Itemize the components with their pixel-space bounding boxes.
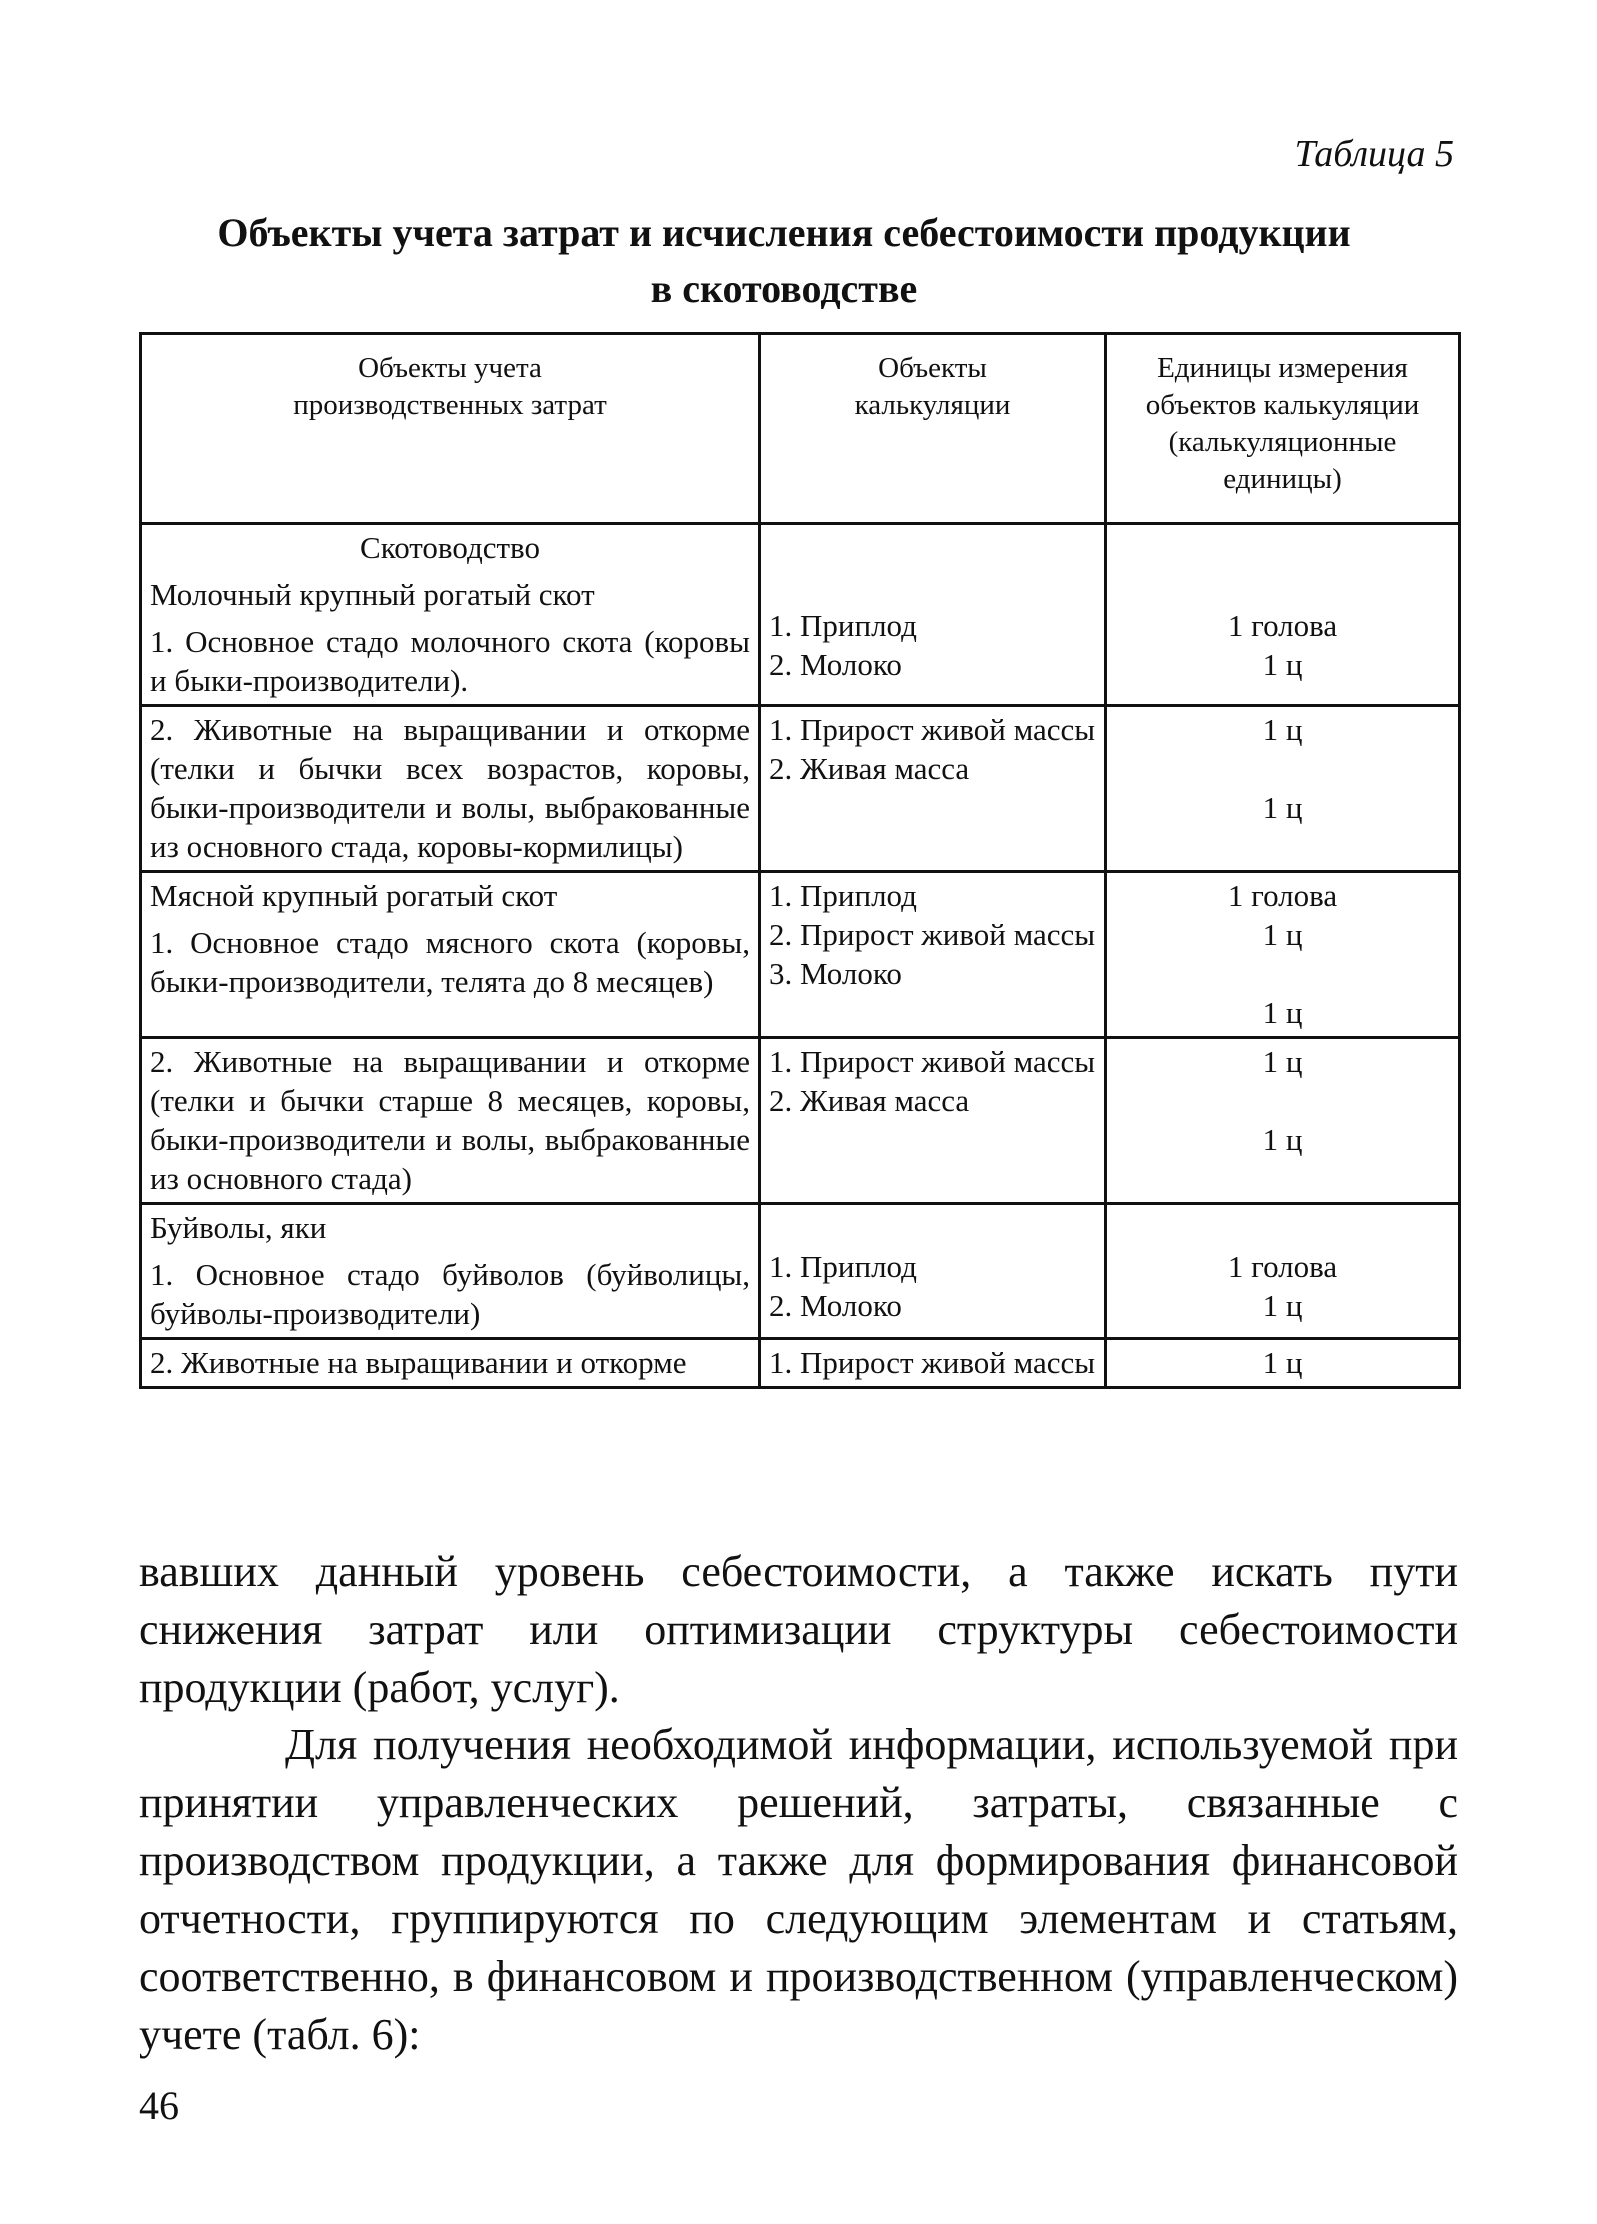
table-row (141, 524, 1460, 706)
object-text: 2. Животные на выращивании и откорме (телки и бычки старше 8 месяцев, коровы, быки-производители и волы, выбракованные из основного стада) (150, 1044, 750, 1196)
unit-cell (1106, 524, 1460, 706)
cost-object-cell (141, 872, 760, 1038)
calc-item: 1. Приплод (769, 878, 917, 913)
unit-item: 1 ц (1262, 1288, 1303, 1323)
object-text: 2. Животные на выращивании и откорме (телки и бычки всех возрастов, коровы, быки-производители и волы, выбракованные из основного стада, коровы-кормилицы) (150, 712, 750, 864)
paragraph-continuation: вавших данный уровень себестоимости, а также искать пути снижения затрат или оптимизации структуры себестоимости продукции (работ, услуг). (139, 1547, 1458, 1712)
header-calc-units (1106, 334, 1460, 524)
table-row (141, 1204, 1460, 1339)
group-label: Мясной крупный рогатый скот (150, 878, 558, 913)
cost-object-cell (141, 1204, 760, 1339)
unit-cell (1106, 872, 1460, 1038)
unit-item: 1 ц (1262, 790, 1303, 825)
unit-item: 1 голова (1227, 878, 1338, 913)
table-header-row (141, 334, 1460, 524)
calc-item: 1. Прирост живой массы (769, 1044, 1096, 1079)
header-text: Единицы измерения (1157, 352, 1408, 384)
table-row (141, 872, 1460, 1038)
calc-item: 3. Молоко (769, 956, 902, 991)
unit-cell (1106, 706, 1460, 872)
header-text: (калькуляционные (1168, 426, 1397, 458)
paragraph-main: Для получения необходимой информации, используемой при принятии управленческих решений, затраты, связанные с производством продукции, а также для формирования финансовой отчетности, группируются по следующим элементам и статьям, соответственно, в финансовом и производственном (управленческом) учете (табл. 6): (139, 1720, 1458, 2059)
header-text: калькуляции (854, 389, 1011, 421)
unit-cell (1106, 1038, 1460, 1204)
object-text: 2. Животные на выращивании и откорме (150, 1345, 687, 1380)
calc-item: 2. Молоко (769, 647, 902, 682)
calc-item: 1. Прирост живой массы (769, 712, 1096, 747)
calc-item: 2. Живая масса (769, 1083, 970, 1118)
calc-object-cell (760, 1038, 1106, 1204)
unit-cell (1106, 1339, 1460, 1388)
header-text: Объекты (878, 352, 987, 384)
calc-object-cell (760, 706, 1106, 872)
section-label: Скотоводство (360, 530, 540, 565)
page-number: 46 (139, 2083, 179, 2128)
unit-item: 1 ц (1262, 1044, 1303, 1079)
unit-cell (1106, 1204, 1460, 1339)
calc-item: 1. Приплод (769, 1249, 917, 1284)
table-row (141, 1038, 1460, 1204)
calc-object-cell (760, 524, 1106, 706)
header-text: единицы) (1223, 463, 1342, 495)
header-text: Объекты учета (358, 352, 542, 384)
unit-item: 1 ц (1262, 647, 1303, 682)
unit-item: 1 ц (1262, 712, 1303, 747)
title-line-1: Объекты учета затрат и исчисления себестоимости продукции (217, 210, 1351, 255)
unit-item: 1 голова (1227, 608, 1338, 643)
object-text: 1. Основное стадо молочного скота (коровы и быки-производители). (150, 624, 750, 698)
header-text: производственных затрат (293, 389, 607, 421)
cost-object-cell (141, 1038, 760, 1204)
cost-object-cell (141, 1339, 760, 1388)
cost-object-cell (141, 706, 760, 872)
table-row (141, 706, 1460, 872)
unit-item: 1 ц (1262, 917, 1303, 952)
cost-objects-table (139, 332, 1461, 1389)
table-caption: Таблица 5 (1294, 133, 1454, 175)
calc-item: 2. Прирост живой массы (769, 917, 1096, 952)
calc-item: 1. Приплод (769, 608, 917, 643)
unit-item: 1 ц (1262, 1345, 1303, 1380)
unit-item: 1 ц (1262, 1122, 1303, 1157)
calc-item: 1. Прирост живой массы (769, 1345, 1096, 1380)
calc-item: 2. Живая масса (769, 751, 970, 786)
header-calc-objects (760, 334, 1106, 524)
object-text: 1. Основное стадо буйволов (буйволицы, буйволы-производители) (150, 1257, 750, 1331)
table-row (141, 1339, 1460, 1388)
cost-object-cell (141, 524, 760, 706)
title-line-2: в скотоводстве (650, 266, 918, 311)
header-text: объектов калькуляции (1145, 389, 1420, 421)
calc-object-cell (760, 1204, 1106, 1339)
object-text: 1. Основное стадо мясного скота (коровы, быки-производители, телята до 8 месяцев) (150, 925, 750, 999)
table-title (120, 205, 1448, 317)
unit-item: 1 ц (1262, 995, 1303, 1030)
calc-object-cell (760, 1339, 1106, 1388)
calc-object-cell (760, 872, 1106, 1038)
calc-item: 2. Молоко (769, 1288, 902, 1323)
group-label: Буйволы, яки (150, 1210, 327, 1245)
unit-item: 1 голова (1227, 1249, 1338, 1284)
group-label: Молочный крупный рогатый скот (150, 577, 595, 612)
header-cost-objects (141, 334, 760, 524)
